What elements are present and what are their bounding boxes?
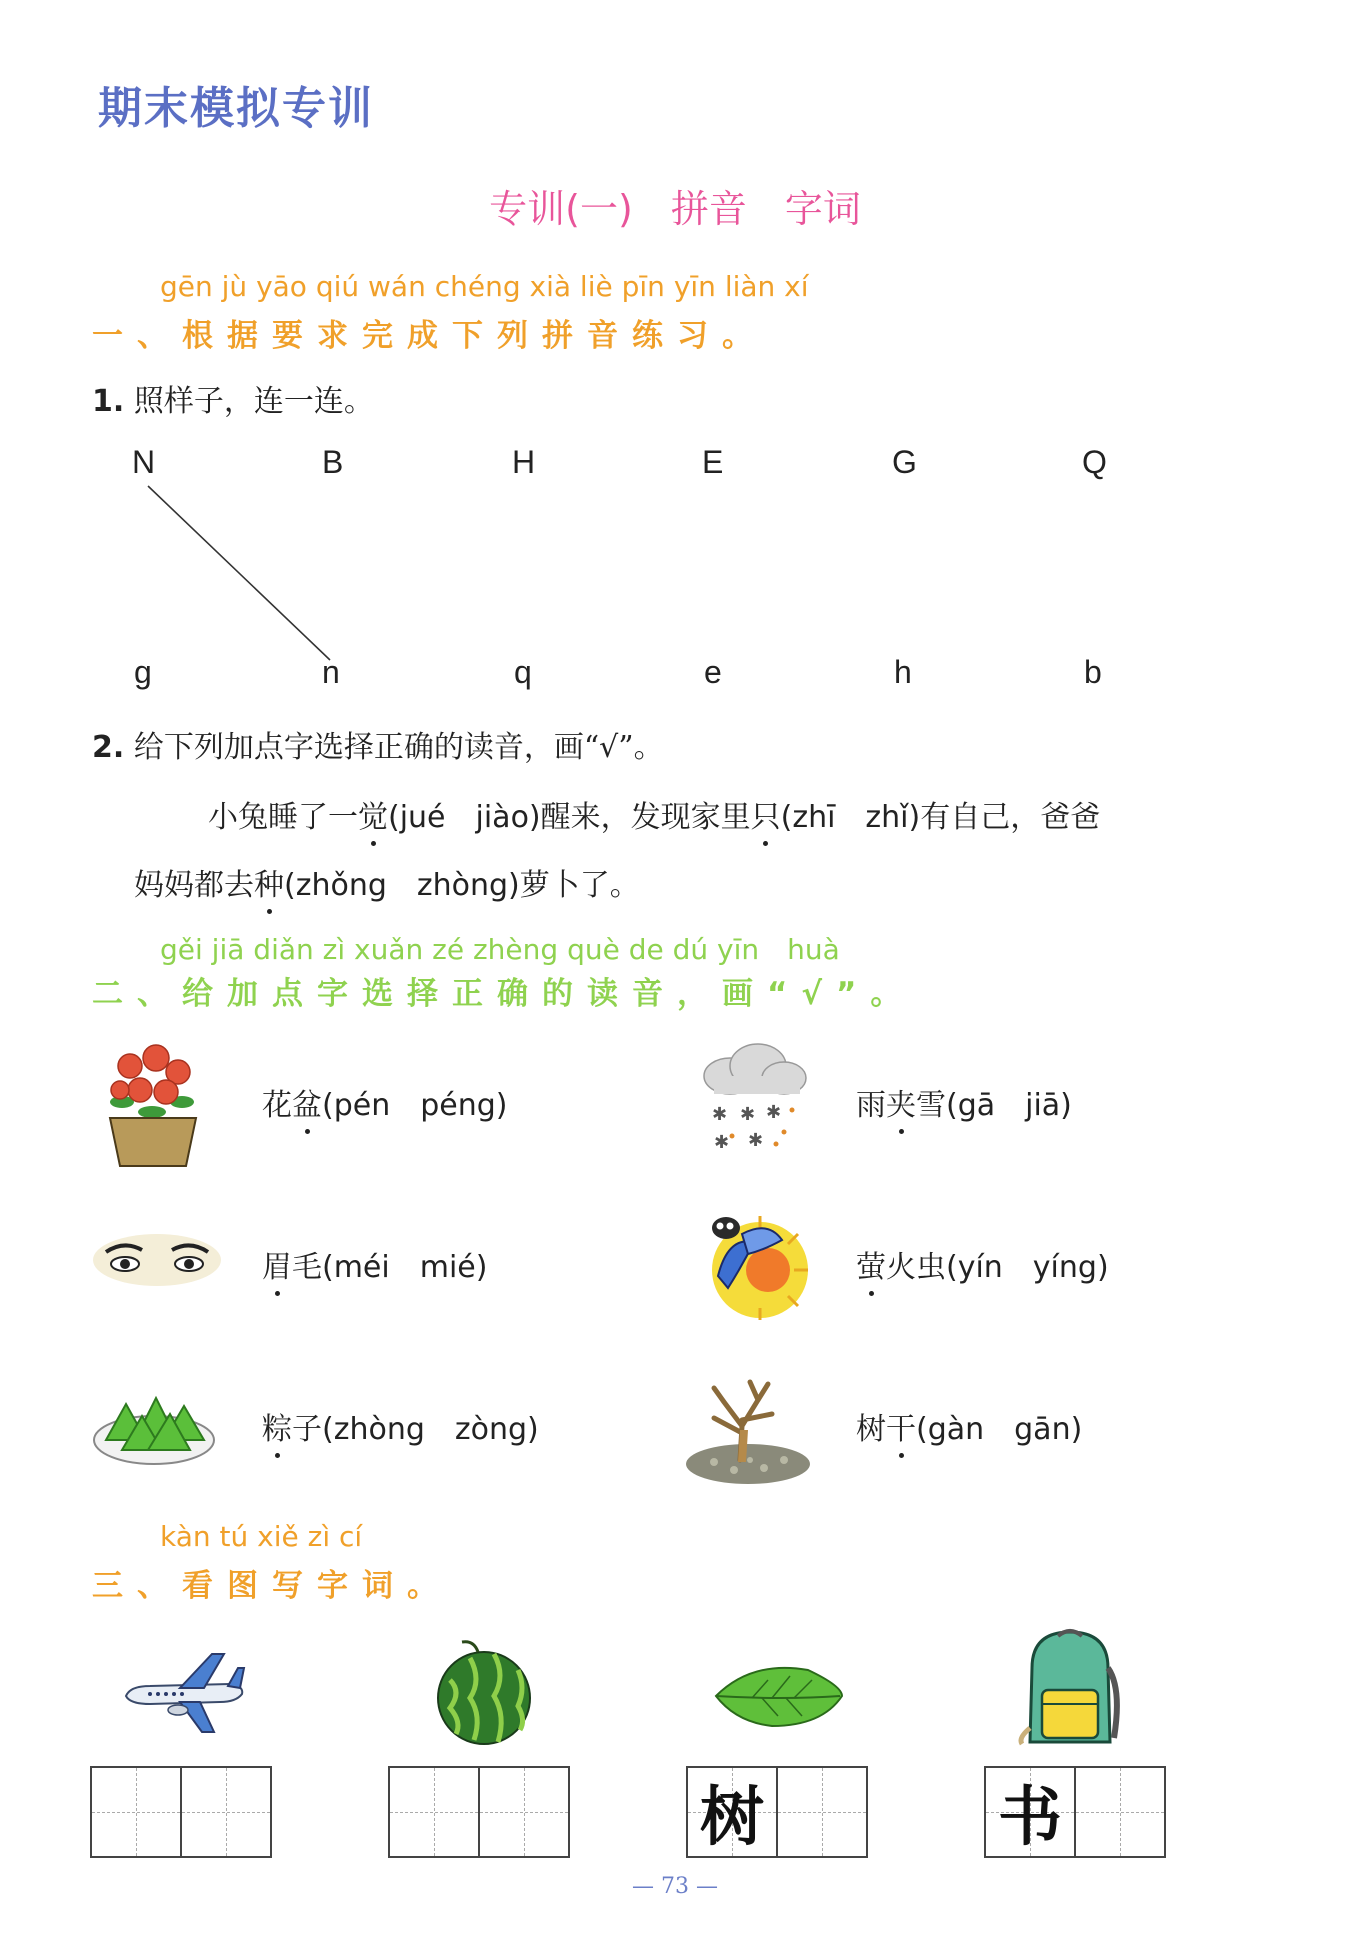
pinyin-options[interactable]: (jué jiào)醒来，发现家里 bbox=[388, 800, 751, 835]
dotted-char: 觉 bbox=[358, 792, 388, 836]
reading-item: 萤火虫(yín yíng) bbox=[856, 1242, 1109, 1286]
eyes-icon bbox=[92, 1230, 222, 1290]
pinyin-options[interactable]: (zhòng zòng) bbox=[322, 1412, 539, 1447]
question-1-number: 1. bbox=[92, 384, 125, 419]
question-2-number: 2. bbox=[92, 730, 125, 765]
example-connect-line bbox=[140, 480, 340, 670]
writing-grid bbox=[388, 1766, 570, 1858]
lower-letter[interactable]: b bbox=[1084, 654, 1102, 690]
dotted-char: 萤 bbox=[856, 1242, 886, 1286]
upper-letter[interactable]: E bbox=[702, 444, 724, 480]
upper-letter[interactable]: N bbox=[132, 444, 156, 480]
writing-cell[interactable] bbox=[776, 1768, 866, 1856]
firefly-icon bbox=[698, 1206, 814, 1322]
pinyin-options[interactable]: (yín yíng) bbox=[946, 1250, 1109, 1285]
page-number: — 73 — bbox=[632, 1874, 718, 1899]
pinyin-options[interactable]: (gàn gān) bbox=[916, 1412, 1083, 1447]
sentence-text: 妈妈都去 bbox=[134, 868, 254, 903]
book-title: 期末模拟专训 bbox=[98, 83, 374, 134]
pinyin-options[interactable]: (pén péng) bbox=[322, 1088, 508, 1123]
question-1-text: 照样子，连一连。 bbox=[133, 384, 374, 419]
svg-text:✱: ✱ bbox=[714, 1132, 730, 1153]
reading-item: 眉毛(méi mié) bbox=[262, 1242, 487, 1286]
writing-grid bbox=[984, 1766, 1166, 1858]
question-2-line-1 bbox=[208, 792, 1100, 836]
svg-text:✱: ✱ bbox=[740, 1104, 756, 1125]
writing-grid bbox=[90, 1766, 272, 1858]
page-number-value: 73 bbox=[661, 1874, 689, 1899]
zongzi-icon bbox=[92, 1384, 216, 1468]
pinyin-options[interactable]: (gā jiā) bbox=[946, 1088, 1072, 1123]
writing-cell[interactable] bbox=[390, 1768, 478, 1856]
question-2-text: 给下列加点字选择正确的读音，画“√”。 bbox=[133, 730, 664, 765]
lower-letter[interactable]: g bbox=[134, 654, 152, 690]
tree-icon bbox=[684, 1374, 814, 1486]
writing-cell[interactable] bbox=[478, 1768, 568, 1856]
writing-cell[interactable] bbox=[92, 1768, 180, 1856]
dotted-char: 种 bbox=[254, 860, 284, 904]
upper-letter[interactable]: Q bbox=[1082, 444, 1107, 480]
airplane-icon bbox=[120, 1648, 250, 1738]
section2-heading: 二、给加点字选择正确的读音，画“√”。 bbox=[92, 976, 916, 1012]
dotted-char: 只 bbox=[751, 792, 781, 836]
reading-item: 粽子(zhòng zòng) bbox=[262, 1404, 539, 1448]
reading-item: 雨夹雪(gā jiā) bbox=[856, 1080, 1072, 1124]
pinyin-options[interactable]: (zhī zhǐ)有自己，爸爸 bbox=[780, 800, 1101, 835]
sentence-text: 小兔睡了一 bbox=[208, 800, 358, 835]
pinyin-options[interactable]: (zhǒng zhòng)萝卜了。 bbox=[284, 868, 640, 903]
upper-letter[interactable]: G bbox=[892, 444, 917, 480]
writing-grid bbox=[686, 1766, 868, 1858]
section3-heading: 三、看图写字词。 bbox=[92, 1568, 452, 1604]
section1-pinyin: gēn jù yāo qiú wán chéng xià liè pīn yīn liàn xí bbox=[160, 270, 809, 303]
pinyin-options[interactable]: (méi mié) bbox=[322, 1250, 488, 1285]
dotted-char: 干 bbox=[886, 1404, 916, 1448]
svg-text:✱: ✱ bbox=[766, 1102, 782, 1123]
lower-letter[interactable]: n bbox=[322, 654, 340, 690]
reading-item: 树干(gàn gān) bbox=[856, 1404, 1082, 1448]
page-subtitle: 专训(一) 拼音 字词 bbox=[489, 187, 861, 231]
question-2 bbox=[92, 722, 664, 766]
lower-letter[interactable]: q bbox=[514, 654, 532, 690]
writing-cell[interactable] bbox=[1074, 1768, 1164, 1856]
snow-cloud-icon bbox=[700, 1040, 810, 1156]
writing-cell[interactable]: 书 bbox=[986, 1768, 1074, 1856]
svg-text:✱: ✱ bbox=[712, 1104, 728, 1125]
leaf-icon bbox=[712, 1656, 846, 1736]
svg-text:✱: ✱ bbox=[748, 1130, 764, 1151]
dotted-char: 盆 bbox=[292, 1080, 322, 1124]
lower-letter[interactable]: e bbox=[704, 654, 722, 690]
upper-letter[interactable]: B bbox=[322, 444, 344, 480]
watermelon-icon bbox=[428, 1636, 538, 1748]
section1-heading: 一、根据要求完成下列拼音练习。 bbox=[92, 318, 767, 354]
question-1 bbox=[92, 376, 374, 420]
dotted-char: 粽 bbox=[262, 1404, 292, 1448]
writing-cell[interactable]: 树 bbox=[688, 1768, 776, 1856]
question-2-line-2 bbox=[134, 860, 640, 904]
lower-letter[interactable]: h bbox=[894, 654, 912, 690]
flower-pot-icon bbox=[100, 1040, 204, 1170]
upper-letter[interactable]: H bbox=[512, 444, 536, 480]
section2-pinyin: gěi jiā diǎn zì xuǎn zé zhèng què de dú yīn huà bbox=[160, 933, 840, 966]
dotted-char: 眉 bbox=[262, 1242, 292, 1286]
backpack-icon bbox=[1014, 1628, 1124, 1752]
dotted-char: 夹 bbox=[886, 1080, 916, 1124]
writing-cell[interactable] bbox=[180, 1768, 270, 1856]
section3-pinyin: kàn tú xiě zì cí bbox=[160, 1520, 363, 1553]
reading-item: 花盆(pén péng) bbox=[262, 1080, 507, 1124]
